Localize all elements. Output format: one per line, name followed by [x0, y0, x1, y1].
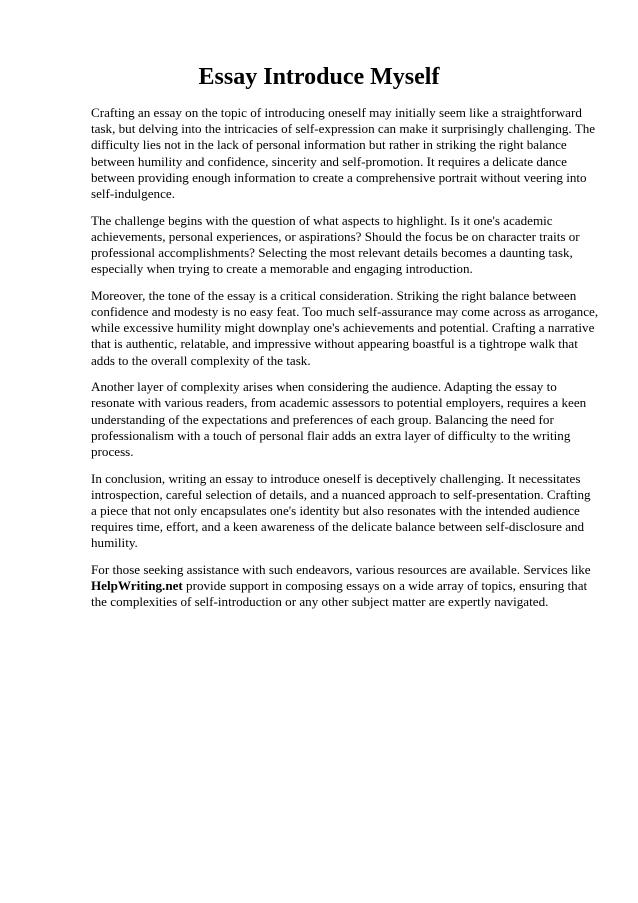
text-line: resonate with various readers, from academic assessors to potential employers, requires a keen: [91, 395, 587, 411]
document-body: [91, 105, 599, 621]
text-line: understanding of the expectations and preferences of each group. Balancing the need for: [91, 411, 554, 427]
text-line: introspection, careful selection of details, and a nuanced approach to self-presentation. Crafting: [91, 486, 591, 502]
text-line: process.: [91, 444, 134, 460]
text-line: The challenge begins with the question of what aspects to highlight. Is it one's academic: [91, 212, 553, 228]
text-line: task, but delving into the intricacies of self-expression can make it surprisingly challenging. The: [91, 121, 596, 137]
text-segment: provide support in composing essays on a wide array of topics, ensuring that: [182, 578, 588, 594]
paragraph-1: [91, 105, 596, 202]
text-line: For those seeking assistance with such endeavors, various resources are available. Services like: [91, 562, 591, 578]
paragraph-5: [91, 471, 591, 552]
helpwriting-link[interactable]: HelpWriting.net: [91, 578, 183, 594]
text-line: that is authentic, relatable, and impressive without appearing boastful is a tightrope walk that: [91, 336, 578, 352]
text-line: between humility and confidence, sincerity and self-promotion. It requires a delicate dance: [91, 153, 567, 169]
text-line: while excessive humility might downplay one's achievements and potential. Crafting a narrative: [91, 320, 595, 336]
text-line: between providing enough information to create a comprehensive portrait without veering into: [91, 169, 587, 185]
paragraph-3: [91, 287, 599, 369]
paragraph-6: [91, 562, 591, 611]
text-line: professional accomplishments? Selecting the most relevant details becomes a daunting task,: [91, 245, 573, 261]
text-line: Another layer of complexity arises when considering the audience. Adapting the essay to: [91, 379, 557, 395]
text-line: difficulty lies not in the lack of personal information but rather in striking the right balance: [91, 137, 567, 153]
paragraph-4: [91, 379, 591, 460]
document-title: Essay Introduce Myself: [198, 64, 440, 90]
text-line: In conclusion, writing an essay to introduce oneself is deceptively challenging. It necessitates: [91, 470, 581, 486]
text-line: Moreover, the tone of the essay is a critical consideration. Striking the right balance between: [91, 287, 577, 303]
text-line: confidence and modesty is no easy feat. Too much self-assurance may come across as arrogance,: [91, 304, 599, 320]
text-line: a piece that not only encapsulates one's identity but also resonates with the intended audience: [91, 503, 580, 519]
text-line: the complexities of self-introduction or any other subject matter are expertly navigated.: [91, 594, 549, 610]
text-line: especially when trying to create a memorable and engaging introduction.: [91, 261, 473, 277]
text-line: adds to the overall complexity of the task.: [91, 352, 311, 368]
text-line: achievements, personal experiences, or aspirations? Should the focus be on character traits or: [91, 228, 580, 244]
paragraph-2: [91, 213, 591, 278]
text-line: self-indulgence.: [91, 186, 175, 202]
text-line: Crafting an essay on the topic of introducing oneself may initially seem like a straightforward: [91, 105, 582, 120]
text-line: humility.: [91, 535, 138, 551]
text-line: [91, 578, 591, 594]
text-line: requires time, effort, and a keen awareness of the delicate balance between self-disclosure and: [91, 519, 585, 535]
text-line: professionalism with a touch of personal flair adds an extra layer of difficulty to the writing: [91, 427, 571, 443]
